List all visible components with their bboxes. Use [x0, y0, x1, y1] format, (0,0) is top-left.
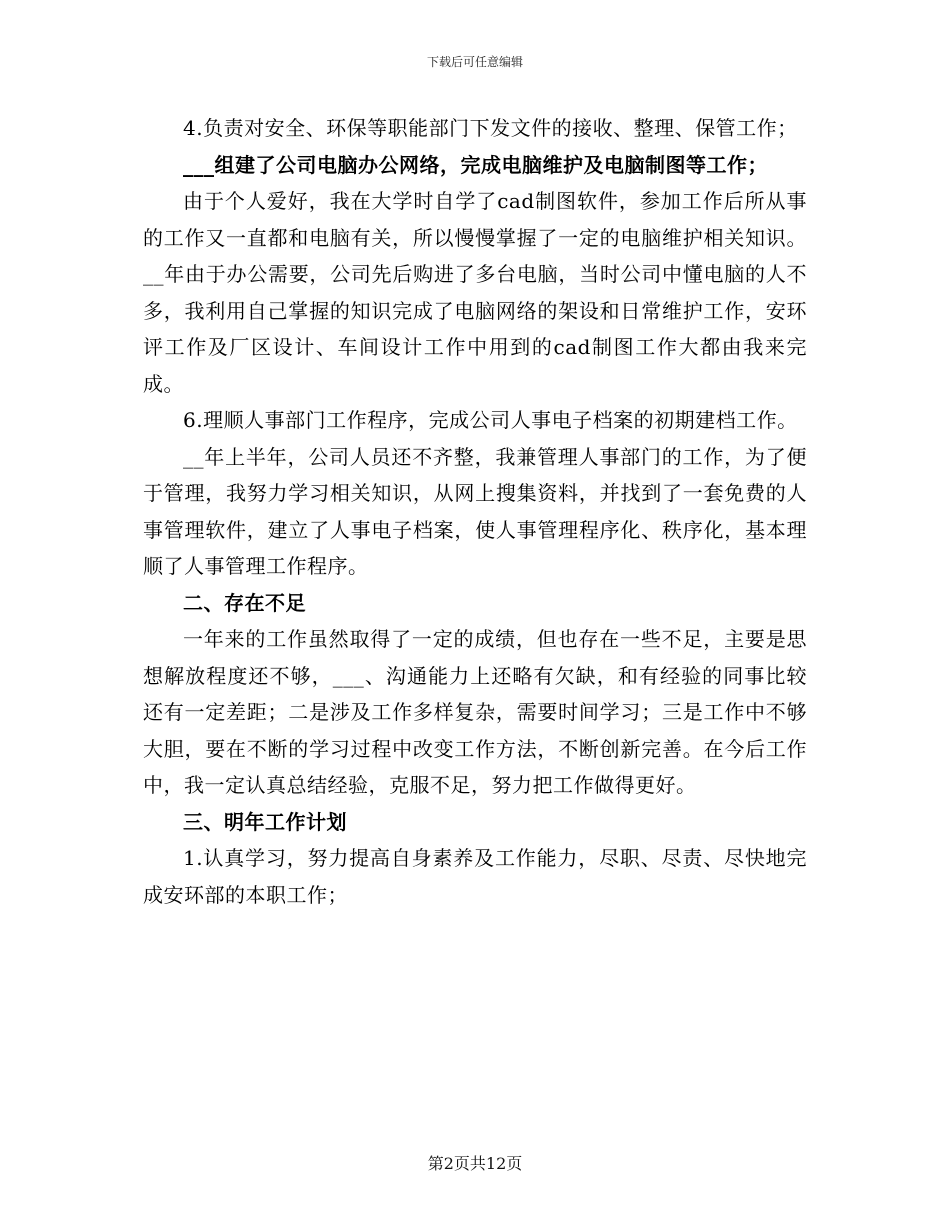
- paragraph-item-6-hr: 6.理顺人事部门工作程序，完成公司人事电子档案的初期建档工作。: [183, 408, 798, 432]
- page-header: 下载后可任意编辑: [426, 55, 523, 69]
- page-footer: 第2页共12页: [427, 1154, 523, 1173]
- heading-network-setup: ___组建了公司电脑办公网络，完成电脑维护及电脑制图等工作；: [183, 152, 768, 177]
- paragraph-computer-skills: 由于个人爱好，我在大学时自学了cad制图软件，参加工作后所从事的工作又一直都和电脑有关，所以慢慢掌握了一定的电脑维护相关知识。__年由于办公需要，公司先后购进了多台电脑，当时公司中懂电脑的人不多，我利用自己掌握的知识完成了电脑网络的架设和日常维护工作，安环评工作及厂区设计、车间设计工作中用到的cad制图工作大都由我来完成。: [143, 189, 807, 396]
- paragraph-shortcomings: 一年来的工作虽然取得了一定的成绩，但也存在一些不足，主要是思想解放程度还不够，___、沟通能力上还略有欠缺，和有经验的同事比较还有一定差距；二是涉及工作多样复杂，需要时间学习；三是工作中不够大胆，要在不断的学习过程中改变工作方法，不断创新完善。在今后工作中，我一定认真总结经验，克服不足，努力把工作做得更好。: [143, 627, 807, 797]
- heading-next-year-plan: 三、明年工作计划: [183, 809, 347, 834]
- heading-shortcomings: 二、存在不足: [183, 590, 306, 615]
- document-body: [143, 110, 807, 913]
- paragraph-item-4-duty: 4.负责对安全、环保等职能部门下发文件的接收、整理、保管工作；: [183, 116, 798, 140]
- paragraph-hr-archive: __年上半年，公司人员还不齐整，我兼管理人事部门的工作，为了便于管理，我努力学习相关知识，从网上搜集资料，并找到了一套免费的人事管理软件，建立了人事电子档案，使人事管理程序化、秩序化，基本理顺了人事管理工作程序。: [143, 444, 807, 578]
- paragraph-plan-item-1: 1.认真学习，努力提高自身素养及工作能力，尽职、尽责、尽快地完成安环部的本职工作；: [143, 846, 807, 907]
